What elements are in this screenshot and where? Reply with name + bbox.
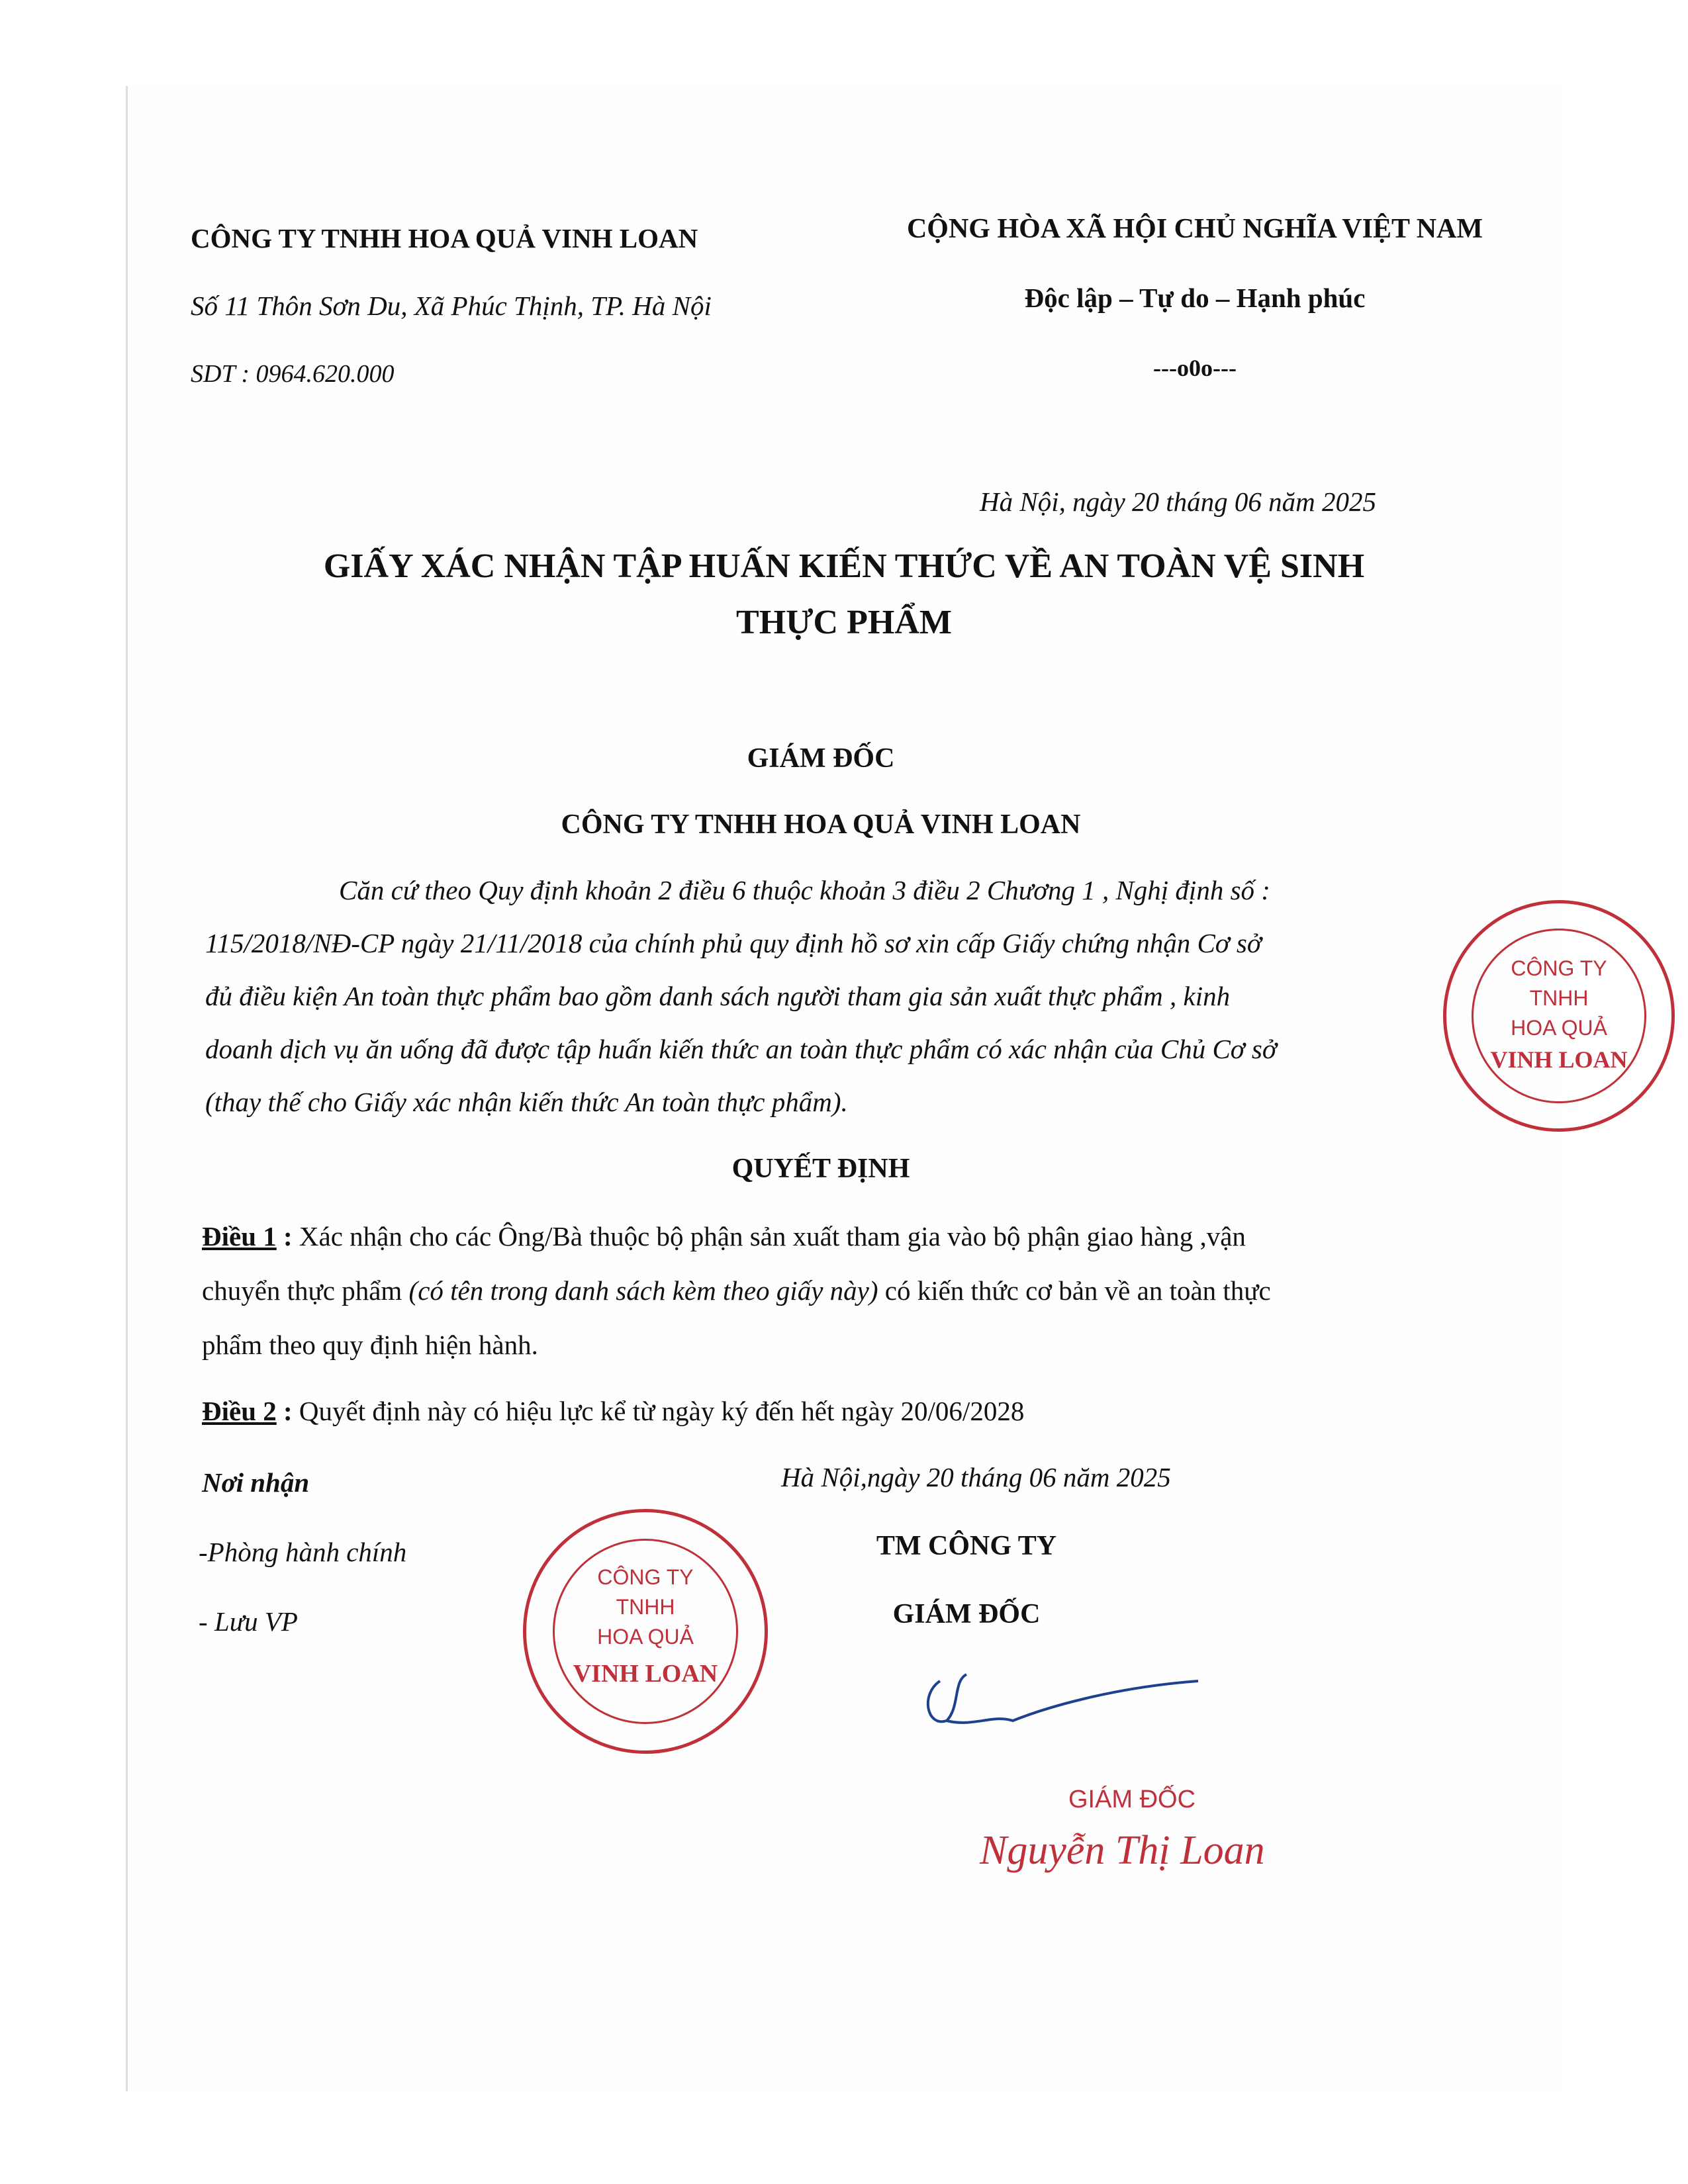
separator: ---o0o--- [1153,355,1237,381]
company-seal [523,1509,768,1754]
article-2-text: Quyết định này có hiệu lực kể từ ngày ký đến hết ngày 20/06/2028 [299,1396,1025,1426]
article-1-line-2 [202,1277,1271,1304]
preamble-line: doanh dịch vụ ăn uống đã được tập huấn kiến thức an toàn thực phẩm có xác nhận của Chủ Cơ sở [205,1034,1277,1064]
article-1-text: Xác nhận cho các Ông/Bà thuộc bộ phận sản xuất tham gia vào bộ phận giao hàng ,vận [299,1221,1246,1251]
company-address: Số 11 Thôn Sơn Du, Xã Phúc Thịnh, TP. Hà Nội [191,291,712,321]
issuer-role: GIÁM ĐỐC [747,743,895,774]
company-name: CÔNG TY TNHH HOA QUẢ VINH LOAN [191,223,698,253]
seal-text: TNHH [1529,986,1589,1010]
national-motto: Độc lập – Tự do – Hạnh phúc [1024,283,1366,313]
article-2-colon: : [276,1396,299,1426]
company-phone: SDT : 0964.620.000 [191,360,395,388]
edge-seal [1443,900,1675,1132]
article-1-line-3: phẩm theo quy định hiện hành. [202,1330,538,1360]
article-2 [202,1398,1024,1425]
preamble-line: 115/2018/NĐ-CP ngày 21/11/2018 của chính phủ quy định hồ sơ xin cấp Giấy chứng nhận Cơ sở [205,928,1262,958]
document-title-line-2: THỰC PHẨM [736,604,952,641]
seal-text: HOA QUẢ [1511,1016,1607,1040]
seal-text: CÔNG TY [1511,956,1607,980]
stamp-role: GIÁM ĐỐC [1068,1786,1196,1813]
seal-text: CÔNG TY [597,1565,694,1589]
seal-text: TNHH [616,1595,675,1619]
seal-text: VINH LOAN [573,1660,718,1688]
preamble-line: Căn cứ theo Quy định khoản 2 điều 6 thuộc khoản 3 điều 2 Chương 1 , Nghị định số : [339,875,1270,905]
preamble-line: (thay thế cho Giấy xác nhận kiến thức An toàn thực phẩm). [205,1087,848,1117]
national-title: CỘNG HÒA XÃ HỘI CHỦ NGHĨA VIỆT NAM [906,214,1483,244]
article-1-note: (có tên trong danh sách kèm theo giấy này) [408,1275,878,1306]
signature-date: Hà Nội,ngày 20 tháng 06 năm 2025 [781,1462,1171,1492]
signer-role: GIÁM ĐỐC [892,1599,1041,1629]
article-1-text: chuyển thực phẩm [202,1275,409,1306]
preamble-line: đủ điều kiện An toàn thực phẩm bao gồm danh sách người tham gia sản xuất thực phẩm , kinh [205,981,1231,1011]
issuer-company: CÔNG TY TNHH HOA QUẢ VINH LOAN [561,809,1081,840]
decision-heading: QUYẾT ĐỊNH [731,1154,910,1184]
seal-text: HOA QUẢ [597,1625,694,1649]
recipient-item: - Lưu VP [199,1606,298,1637]
seal-text: VINH LOAN [1490,1046,1628,1073]
article-2-label: Điều 2 [202,1396,277,1426]
document-title-line-1: GIẤY XÁC NHẬN TẬP HUẤN KIẾN THỨC VỀ AN TOÀN VỆ SINH [323,547,1365,585]
signer-name: Nguyễn Thị Loan [980,1828,1265,1873]
on-behalf-label: TM CÔNG TY [876,1531,1057,1561]
article-1-line-1 [202,1223,1246,1250]
article-1-colon: : [276,1221,299,1251]
handwritten-signature [914,1655,1211,1741]
recipient-item: -Phòng hành chính [199,1537,407,1567]
date-top: Hà Nội, ngày 20 tháng 06 năm 2025 [980,486,1377,517]
article-1-text: có kiến thức cơ bản về an toàn thực [878,1275,1271,1306]
recipients-heading: Nơi nhận [202,1467,310,1498]
article-1-label: Điều 1 [202,1221,277,1251]
